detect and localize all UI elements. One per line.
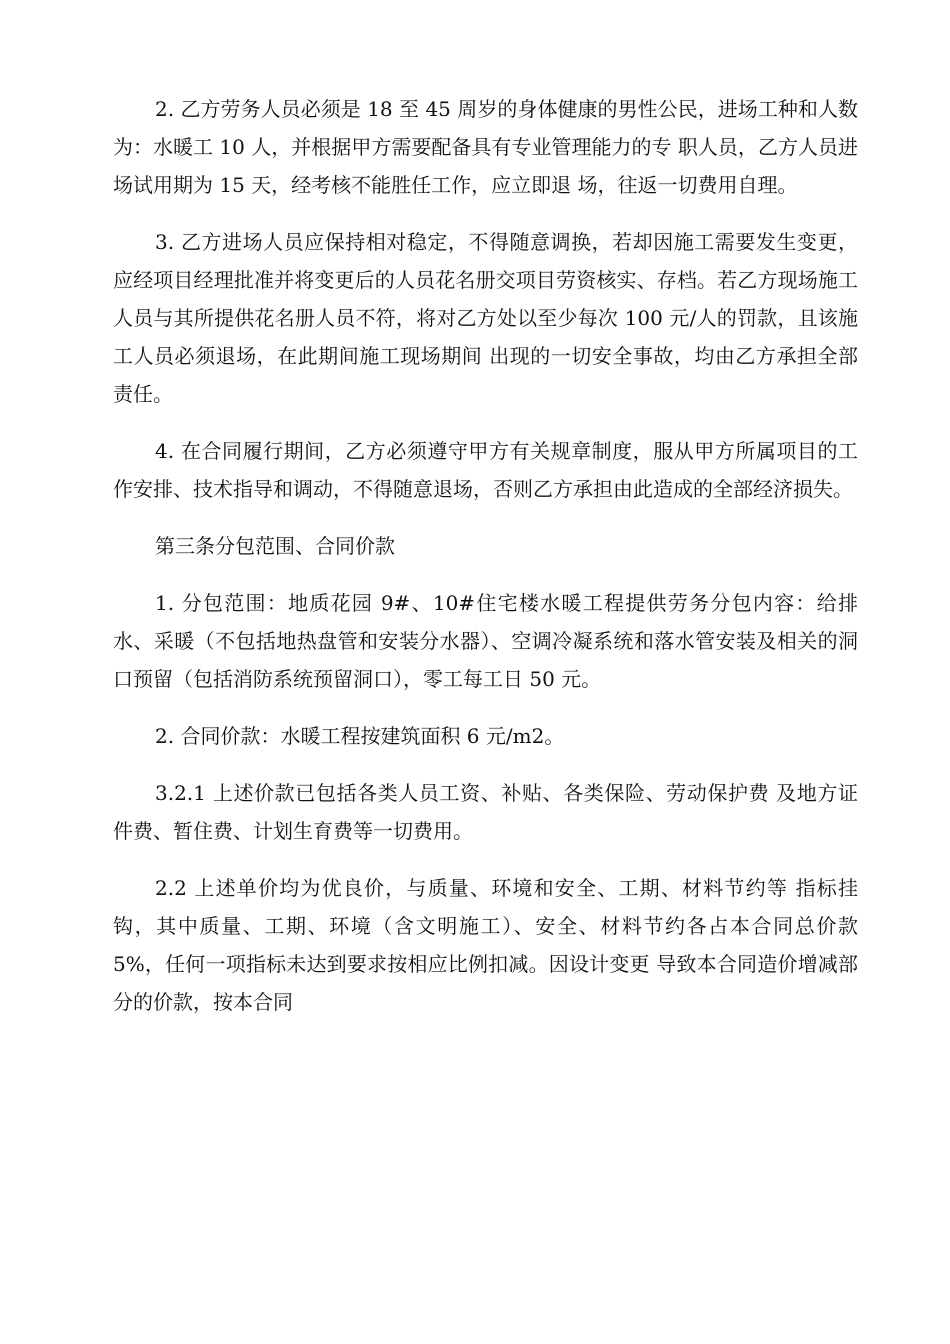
paragraph-contract-compliance: 4. 在合同履行期间，乙方必须遵守甲方有关规章制度，服从甲方所属项目的工作安排、技术指导和调动，不得随意退场，否则乙方承担由此造成的全部经济损失。 [113, 439, 858, 501]
document-body [113, 90, 858, 1040]
paragraph-price-inclusions: 3.2.1 上述价款已包括各类人员工资、补贴、各类保险、劳动保护费 及地方证件费、暂住费、计划生育费等一切费用。 [113, 781, 858, 843]
section-heading-scope-price: 第三条分包范围、合同价款 [155, 534, 395, 558]
paragraph-staff-requirements: 2. 乙方劳务人员必须是 18 至 45 周岁的身体健康的男性公民，进场工种和人数为：水暖工 10 人，并根据甲方需要配备具有专业管理能力的专 职人员，乙方人员进场试用期为 15 天，经考核不能胜任工作，应立即退 场，往返一切费用自理。 [113, 97, 858, 197]
paragraph-subcontract-scope: 1. 分包范围：地质花园 9#、10#住宅楼水暖工程提供劳务分包内容：给排水、采暖（不包括地热盘管和安装分水器）、空调冷凝系统和落水管安装及相关的洞口预留（包括消防系统预留洞口），零工每工日 50 元。 [113, 591, 858, 691]
paragraph-unit-price-terms: 2.2 上述单价均为优良价，与质量、环境和安全、工期、材料节约等 指标挂钩，其中质量、工期、环境（含文明施工）、安全、材料节约各占本合同总价款 5%，任何一项指标未达到要求按相应比例扣减。因设计变更 导致本合同造价增减部分的价款，按本合同 [113, 876, 858, 1014]
paragraph-contract-price: 2. 合同价款：水暖工程按建筑面积 6 元/m2。 [155, 724, 565, 748]
paragraph-staff-stability: 3. 乙方进场人员应保持相对稳定，不得随意调换，若却因施工需要发生变更，应经项目经理批准并将变更后的人员花名册交项目劳资核实、存档。若乙方现场施工人员与其所提供花名册人员不符，将对乙方处以至少每次 100 元/人的罚款，且该施工人员必须退场，在此期间施工现场期间 出现的一切安全事故，均由乙方承担全部责任。 [113, 230, 858, 406]
